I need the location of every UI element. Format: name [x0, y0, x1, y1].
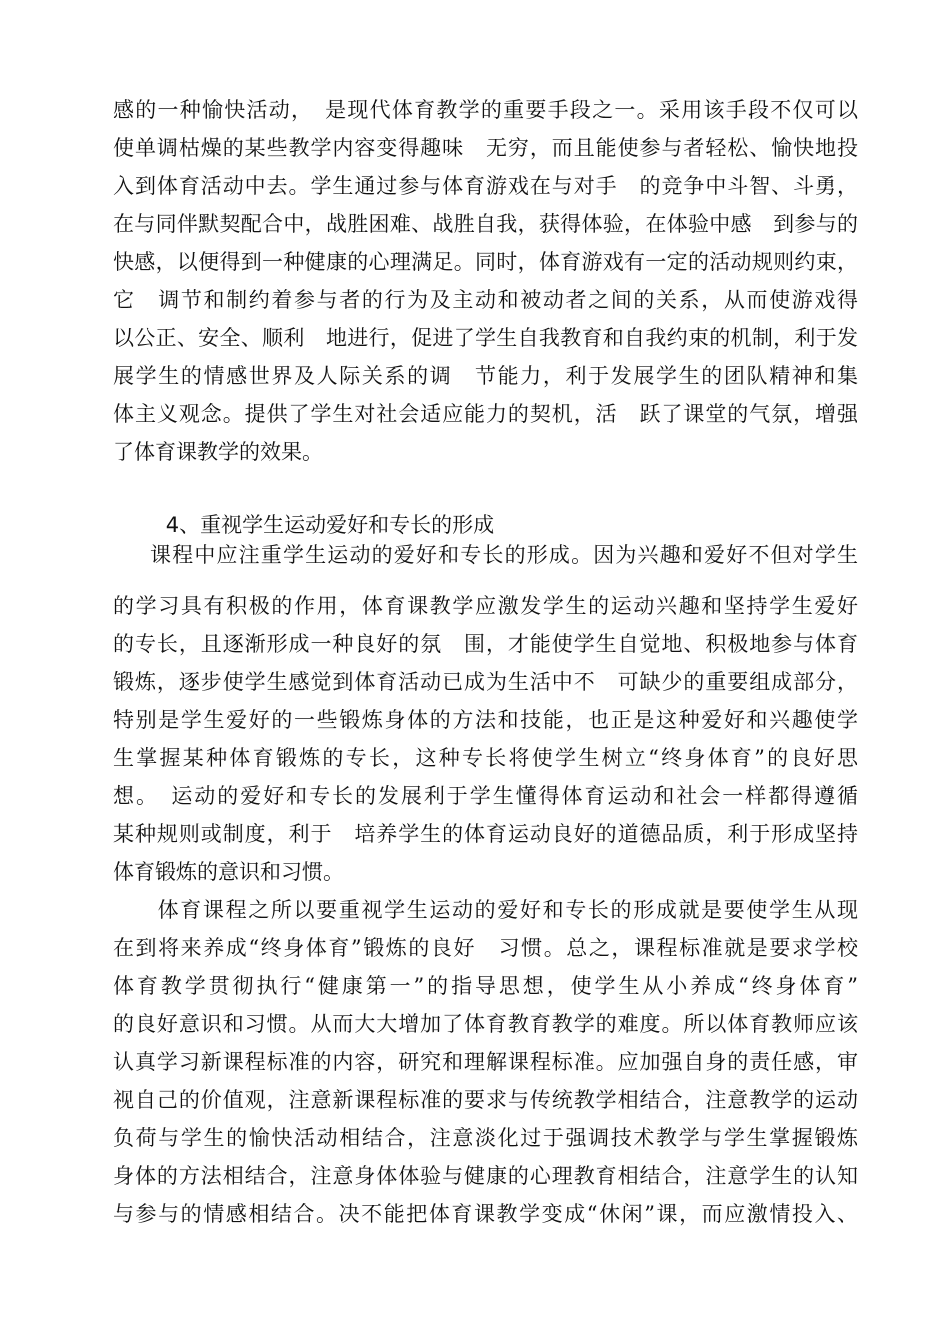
- section-title: 、重视学生运动爱好和专长的形成: [179, 513, 495, 537]
- paragraph-first-line: 课程中应注重学生运动的爱好和专长的形成。因为兴趣和爱好不但对学生: [150, 543, 858, 567]
- paragraph-line: 某种规则或制度，利于 培养学生的体育运动良好的道德品质，利于形成坚持: [113, 822, 858, 846]
- paragraph-line: 生掌握某种体育锻炼的专长，这种专长将使学生树立“终身体育”的良好思: [113, 746, 858, 770]
- paragraph-line: 负荷与学生的愉快活动相结合，注意淡化过于强调技术教学与学生掌握锻炼: [113, 1126, 858, 1150]
- paragraph-line: 特别是学生爱好的一些锻炼身体的方法和技能，也正是这种爱好和兴趣使学: [113, 708, 858, 732]
- paragraph-line: 认真学习新课程标准的内容，研究和理解课程标准。应加强自身的责任感，审: [113, 1050, 858, 1074]
- paragraph-line: 想。 运动的爱好和专长的发展利于学生懂得体育运动和社会一样都得遵循: [113, 784, 858, 808]
- paragraph-line: 了体育课教学的效果。: [113, 440, 323, 464]
- paragraph-line: 感的一种愉快活动， 是现代体育教学的重要手段之一。采用该手段不仅可以: [113, 98, 858, 122]
- paragraph-line: 它 调节和制约着参与者的行为及主动和被动者之间的关系，从而使游戏得: [113, 288, 858, 312]
- paragraph-line: 的学习具有积极的作用，体育课教学应激发学生的运动兴趣和坚持学生爱好: [113, 594, 858, 618]
- paragraph-line: 体主义观念。提供了学生对社会适应能力的契机，活 跃了课堂的气氛，增强: [113, 402, 858, 426]
- paragraph-line: 展学生的情感世界及人际关系的调 节能力，利于发展学生的团队精神和集: [113, 364, 858, 388]
- paragraph-line: 与参与的情感相结合。决不能把体育课教学变成“休闲”课，而应激情投入、: [113, 1202, 858, 1226]
- paragraph-line: 的专长，且逐渐形成一种良好的氛 围，才能使学生自觉地、积极地参与体育: [113, 632, 858, 656]
- paragraph-line: 在到将来养成“终身体育”锻炼的良好 习惯。总之，课程标准就是要求学校: [113, 936, 858, 960]
- paragraph-first-line: 体育课程之所以要重视学生运动的爱好和专长的形成就是要使学生从现: [135, 898, 858, 922]
- paragraph-line: 身体的方法相结合，注意身体体验与健康的心理教育相结合，注意学生的认知: [113, 1164, 858, 1188]
- section-number: 4: [165, 513, 180, 537]
- paragraph-line: 在与同伴默契配合中，战胜困难、战胜自我，获得体验，在体验中感 到参与的: [113, 212, 858, 236]
- paragraph-line: 以公正、安全、顺利 地进行，促进了学生自我教育和自我约束的机制，利于发: [113, 326, 858, 350]
- paragraph-line: 的良好意识和习惯。从而大大增加了体育教育教学的难度。所以体育教师应该: [113, 1012, 858, 1036]
- paragraph-line: 视自己的价值观，注意新课程标准的要求与传统教学相结合，注意教学的运动: [113, 1088, 858, 1112]
- paragraph-line: 使单调枯燥的某些教学内容变得趣味 无穷，而且能使参与者轻松、愉快地投: [113, 136, 858, 160]
- paragraph-line: 锻炼，逐步使学生感觉到体育活动已成为生活中不 可缺少的重要组成部分，: [113, 670, 858, 694]
- paragraph-line: 快感，以便得到一种健康的心理满足。同时，体育游戏有一定的活动规则约束，: [113, 250, 858, 274]
- paragraph-line: 体育锻炼的意识和习惯。: [113, 860, 344, 884]
- paragraph-line: 入到体育活动中去。学生通过参与体育游戏在与对手 的竞争中斗智、斗勇，: [113, 174, 858, 198]
- paragraph-line: 体育教学贯彻执行“健康第一”的指导思想，使学生从小养成“终身体育”: [113, 974, 858, 998]
